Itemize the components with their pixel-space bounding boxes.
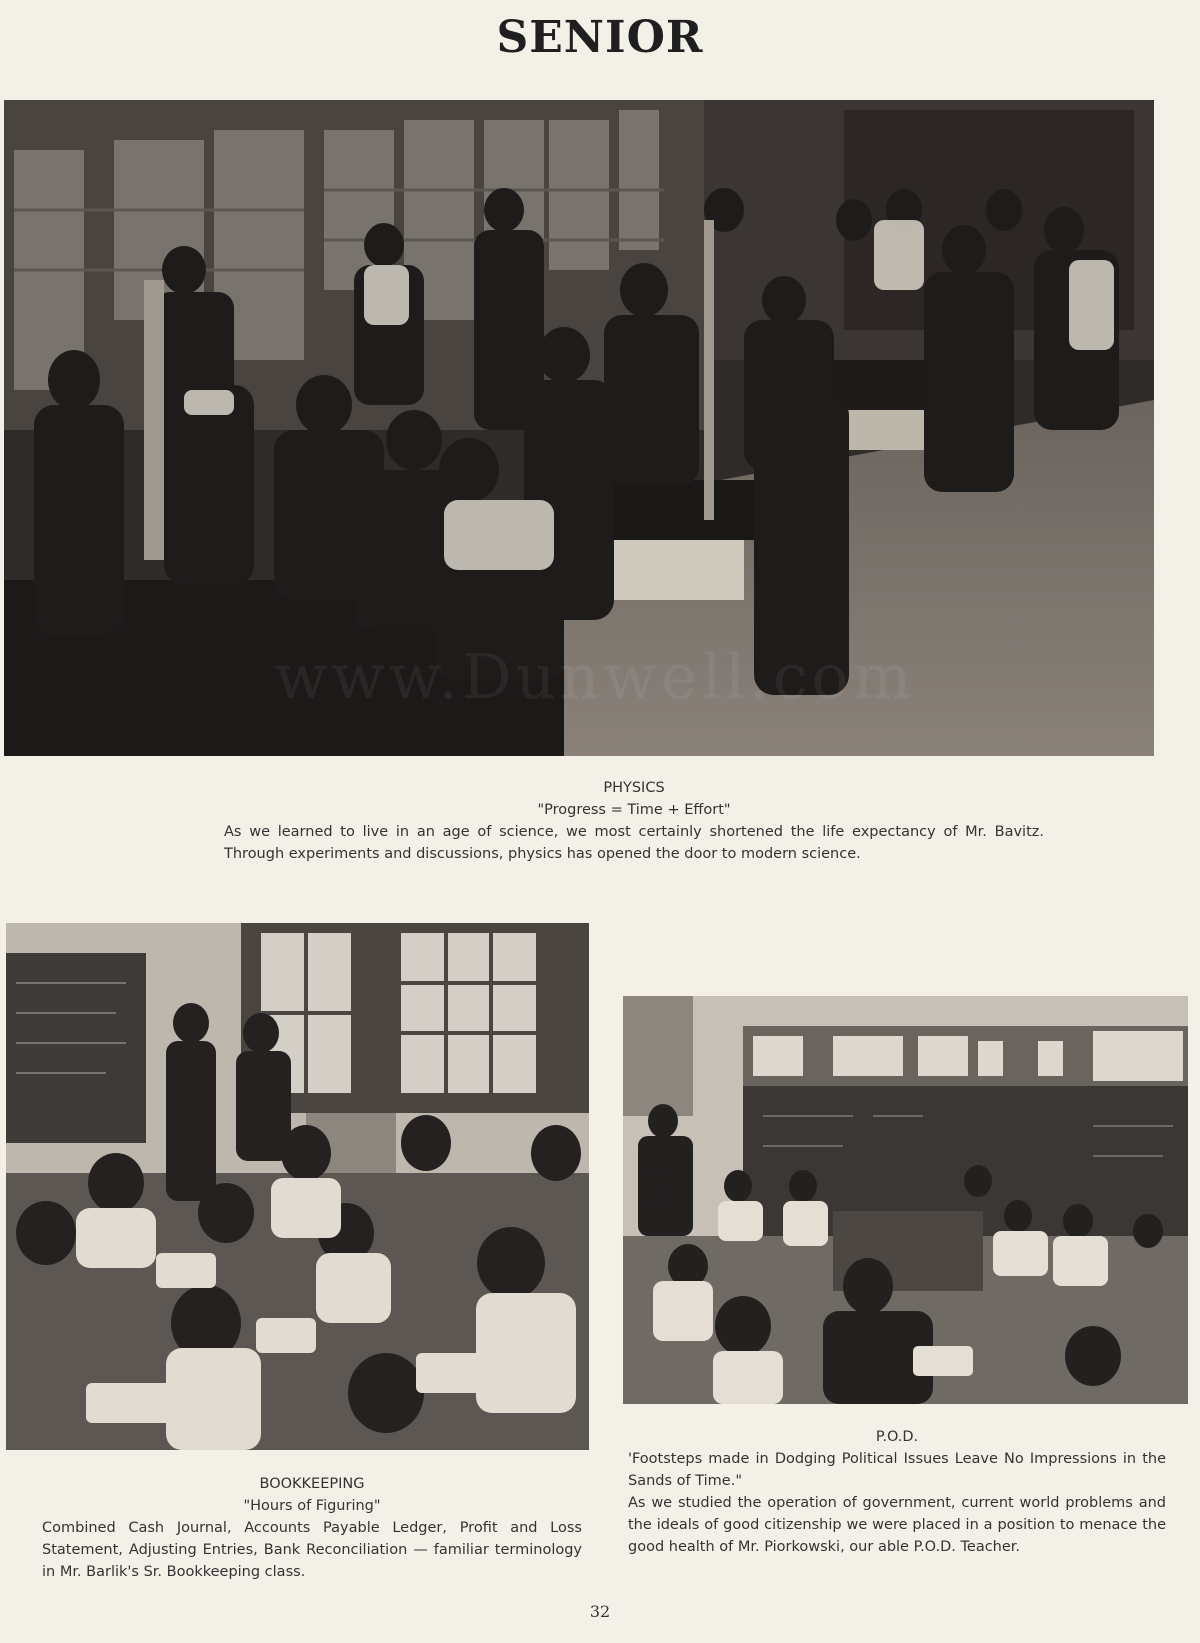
physics-description: As we learned to live in an age of science, we most certainly shortened the life expectancy of Mr. Bavitz. Through experiments and discussions, physics has opened the door to modern science. — [224, 824, 1044, 862]
page-number: 32 — [589, 1602, 611, 1621]
pod-photo-illustration — [623, 996, 1188, 1404]
physics-heading: PHYSICS — [603, 780, 665, 796]
physics-motto: "Progress = Time + Effort" — [537, 802, 731, 818]
bookkeeping-class-photo — [6, 923, 589, 1450]
bookkeeping-heading: BOOKKEEPING — [259, 1476, 365, 1492]
watermark: www.Dunwell.com — [274, 640, 916, 713]
pod-heading: P.O.D. — [875, 1429, 919, 1445]
physics-caption — [224, 777, 1044, 865]
bookkeeping-caption — [42, 1473, 582, 1583]
bookkeeping-photo-illustration — [6, 923, 589, 1450]
pod-class-photo — [623, 996, 1188, 1404]
pod-description: As we studied the operation of government, current world problems and the ideals of good citizenship we were placed in a position to menace the good health of Mr. Piorkowski, our able P.O.D. Teacher. — [628, 1495, 1166, 1555]
pod-motto: 'Footsteps made in Dodging Political Issues Leave No Impressions in the Sands of Time." — [628, 1451, 1166, 1489]
bookkeeping-motto: "Hours of Figuring" — [243, 1498, 381, 1514]
bookkeeping-description: Combined Cash Journal, Accounts Payable Ledger, Profit and Loss Statement, Adjusting Entries, Bank Reconciliation — familiar terminology in Mr. Barlik's Sr. Bookkeeping class. — [42, 1520, 582, 1580]
pod-caption — [628, 1426, 1166, 1558]
page-title: SENIOR — [496, 12, 704, 63]
